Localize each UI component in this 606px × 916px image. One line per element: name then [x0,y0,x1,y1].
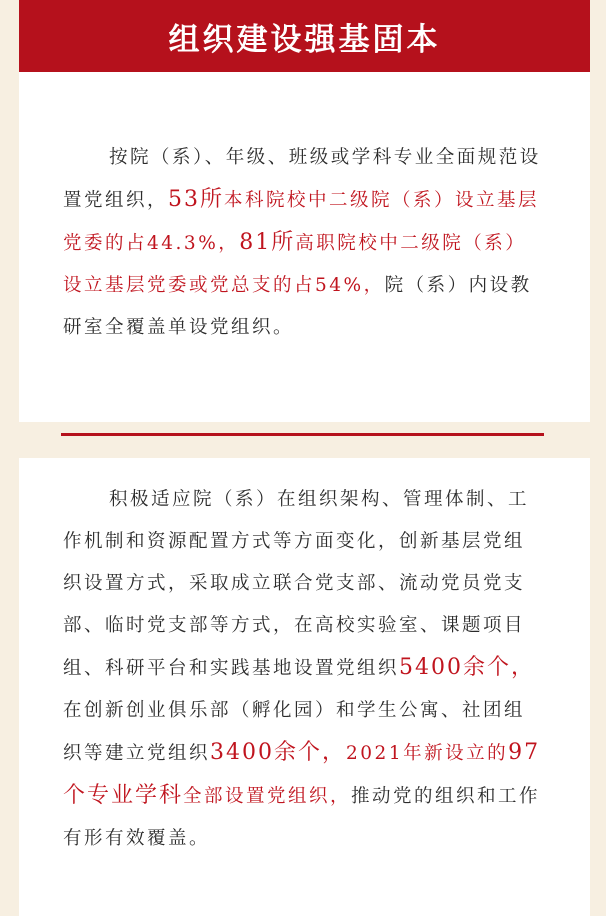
p2-text-2: 在创新创业俱乐部（孵化园）和学生公寓、社团组织等建立党组织 [63,700,526,764]
paragraph-2 [63,479,543,860]
p2-highlight-5: 全部设置党组织， [183,786,352,807]
p2-text-3: 推动党的组织和工作有形有效覆盖。 [63,786,541,849]
content-card-1 [19,72,590,422]
p1-text-1: 按院（系）、年级、班级或学科专业全面规范设置党组织， [63,147,541,211]
p2-highlight-1: 5400余个， [399,655,536,680]
p2-highlight-3: 2021年新设立的 [346,743,509,764]
content-card-2 [19,458,590,916]
p1-highlight-5: 高职院校中二级院（系）设立基层党委或党总支的占 [63,233,527,296]
p2-highlight-2: 3400余个， [210,740,347,765]
p1-highlight-3: 44.3%， [147,233,240,254]
section-divider [61,433,544,436]
p1-highlight-2: 本科院校中二级院（系）设立基层党委的占 [63,190,540,254]
title-banner [19,0,590,72]
p1-highlight-4: 81所 [239,230,296,255]
p2-text-1: 积极适应院（系）在组织架构、管理体制、工作机制和资源配置方式等方面变化，创新基层党组织设置方式，采取成立联合党支部、流动党员党支部、临时党支部等方式，在高校实验室、课题项目组、科研平台和实践基地设置党组织 [63,489,530,679]
p1-text-2: 院（系）内设教研室全覆盖单设党组织。 [63,275,532,338]
page-title: 组织建设强基固本 [168,21,441,58]
paragraph-1 [63,137,543,349]
p1-highlight-6: 54%， [315,275,385,296]
p1-highlight-1: 53所 [168,187,225,212]
p2-highlight-4: 97个专业学科 [63,740,541,808]
